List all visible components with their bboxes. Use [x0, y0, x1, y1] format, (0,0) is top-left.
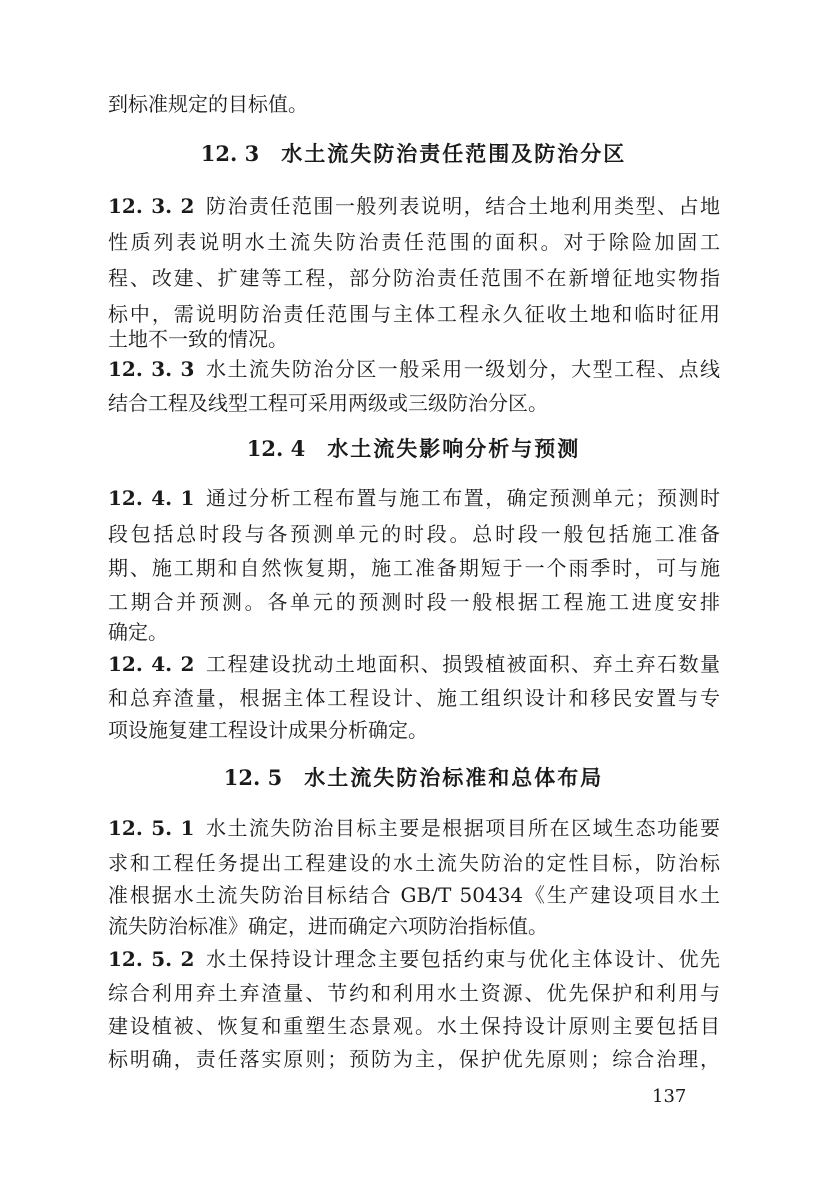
paragraph-line: 12. 5. 2 水土保持设计理念主要包括约束与优化主体设计、优先 [108, 947, 721, 971]
paragraph-line: 12. 5. 1 水土流失防治目标主要是根据项目所在区域生态功能要 [108, 816, 721, 840]
section-title: 水土流失影响分析与预测 [327, 436, 581, 461]
section-heading-12-3 [0, 136, 827, 172]
section-title: 水土流失防治责任范围及防治分区 [281, 141, 627, 166]
section-heading-12-5 [0, 760, 827, 796]
clause-number: 12. 3. 3 [108, 357, 195, 381]
paragraph-line: 性质列表说明水土流失防治责任范围的面积。对于除险加固工 [108, 230, 720, 254]
clause-number: 12. 3. 2 [108, 194, 195, 218]
paragraph-line: 12. 3. 3 水土流失防治分区一般采用一级划分，大型工程、点线 [108, 357, 721, 381]
clause-number: 12. 4. 1 [108, 486, 195, 510]
paragraph-line: 和总弃渣量，根据主体工程设计、施工组织设计和移民安置与专 [108, 686, 720, 710]
paragraph-line: 程、改建、扩建等工程，部分防治责任范围不在新增征地实物指 [108, 266, 720, 290]
section-number: 12. 3 [200, 141, 260, 166]
section-title: 水土流失防治标准和总体布局 [304, 765, 604, 790]
paragraph-line: 建设植被、恢复和重塑生态景观。水土保持设计原则主要包括目 [108, 1014, 720, 1038]
section-heading-12-4 [0, 431, 827, 467]
paragraph-line: 准根据水土流失防治目标结合 GB/T 50434《生产建设项目水土 [108, 883, 720, 907]
paragraph-line: 项设施复建工程设计成果分析确定。 [108, 718, 428, 742]
paragraph-line: 12. 3. 2 防治责任范围一般列表说明，结合土地利用类型、占地 [108, 194, 721, 218]
clause-number: 12. 5. 2 [108, 947, 195, 971]
section-number: 12. 4 [246, 436, 306, 461]
paragraph-line: 段包括总时段与各预测单元的时段。总时段一般包括施工准备 [108, 522, 720, 546]
paragraph-line: 结合工程及线型工程可采用两级或三级防治分区。 [108, 391, 548, 415]
clause-number: 12. 4. 2 [108, 652, 195, 676]
paragraph-line: 标中，需说明防治责任范围与主体工程永久征收土地和临时征用 [108, 302, 720, 326]
paragraph-line: 土地不一致的情况。 [108, 327, 288, 351]
paragraph-line: 期、施工期和自然恢复期，施工准备期短于一个雨季时，可与施 [108, 556, 720, 580]
paragraph-line: 12. 4. 2 工程建设扰动土地面积、损毁植被面积、弃土弃石数量 [108, 652, 721, 676]
paragraph-line: 12. 4. 1 通过分析工程布置与施工布置，确定预测单元；预测时 [108, 486, 721, 510]
clause-number: 12. 5. 1 [108, 816, 195, 840]
paragraph-line: 综合利用弃土弃渣量、节约和利用水土资源、优先保护和利用与 [108, 981, 720, 1005]
paragraph-line: 确定。 [108, 620, 168, 644]
paragraph-line: 流失防治标准》确定，进而确定六项防治指标值。 [108, 914, 548, 938]
page-number: 137 [652, 1086, 687, 1107]
section-number: 12. 5 [223, 765, 283, 790]
paragraph-line: 标明确，责任落实原则；预防为主，保护优先原则；综合治理， [108, 1047, 720, 1071]
intro-tail-line: 到标准规定的目标值。 [108, 92, 308, 116]
paragraph-line: 求和工程任务提出工程建设的水土流失防治的定性目标，防治标 [108, 851, 720, 875]
paragraph-line: 工期合并预测。各单元的预测时段一般根据工程施工进度安排 [108, 590, 720, 614]
